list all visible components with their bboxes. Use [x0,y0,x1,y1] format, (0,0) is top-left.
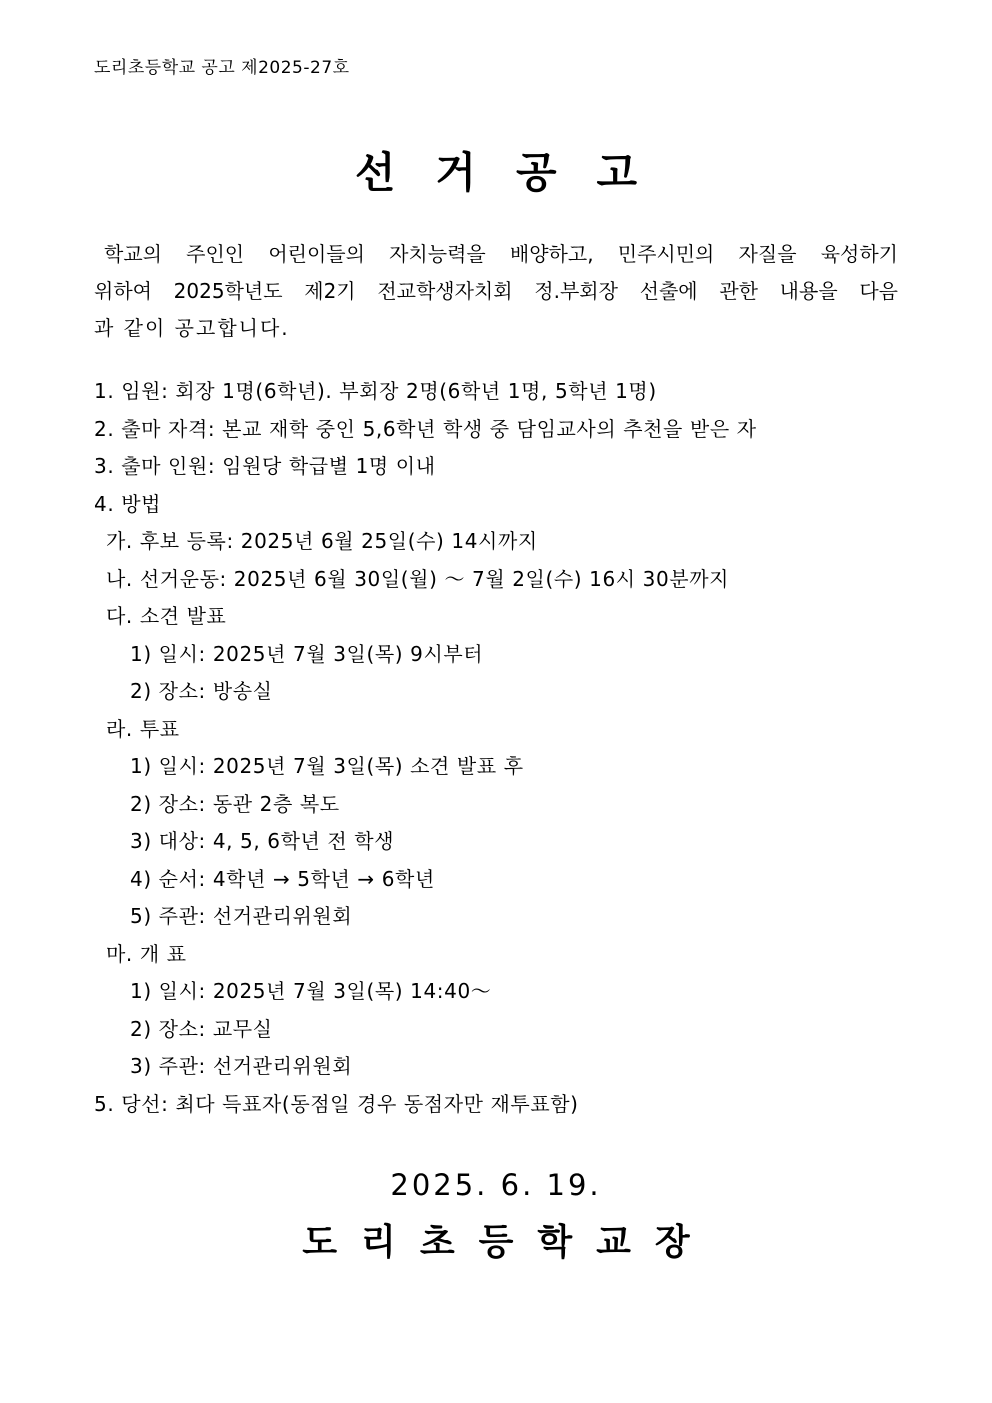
intro-line: 학교의 주인인 어린이들의 자치능력을 배양하고, 민주시민의 자질을 육성하기 [104,242,898,266]
detail-item: 3) 주관: 선거관리위원회 [130,1054,353,1078]
detail-item: 1) 일시: 2025년 7월 3일(목) 소견 발표 후 [130,754,524,778]
intro-line: 위하여 2025학년도 제2기 전교학생자치회 정.부회장 선출에 관한 내용을 다음 [94,279,898,303]
notice-date: 2025. 6. 19. [390,1168,602,1202]
section-item: 4. 방법 [94,491,162,516]
subsection-item: 라. 투표 [106,716,180,741]
detail-item: 2) 장소: 교무실 [130,1016,273,1041]
notice-number: 도리초등학교 공고 제2025-27호 [94,58,350,78]
section-item: 1. 임원: 회장 1명(6학년). 부회장 2명(6학년 1명, 5학년 1명) [94,379,657,403]
section-item: 3. 출마 인원: 임원당 학급별 1명 이내 [94,454,436,478]
subsection-item: 마. 개 표 [106,941,187,966]
subsection-item: 가. 후보 등록: 2025년 6월 25일(수) 14시까지 [106,529,538,553]
intro-line: 과 같이 공고합니다. [94,316,290,340]
detail-item: 2) 장소: 방송실 [130,679,273,703]
subsection-item: 나. 선거운동: 2025년 6월 30일(월) ～ 7월 2일(수) 16시 30분까지 [106,566,730,591]
detail-item: 5) 주관: 선거관리위원회 [130,904,353,928]
section-item: 5. 당선: 최다 득표자(동점일 경우 동점자만 재투표함) [94,1091,579,1116]
intro-paragraph [94,236,898,347]
detail-item: 1) 일시: 2025년 7월 3일(목) 9시부터 [130,641,484,666]
notice-items-list [94,373,914,1123]
detail-item: 2) 장소: 동관 2층 복도 [130,791,340,816]
document-title: 선거공고 [354,148,678,197]
section-item: 2. 출마 자격: 본교 재학 중인 5,6학년 학생 중 담임교사의 추천을 받은 자 [94,416,757,441]
issuer-signature: 도리초등학교장 [302,1222,714,1263]
detail-item: 4) 순서: 4학년 → 5학년 → 6학년 [130,866,435,891]
detail-item: 1) 일시: 2025년 7월 3일(목) 14:40～ [130,979,492,1003]
detail-item: 3) 대상: 4, 5, 6학년 전 학생 [130,829,395,853]
subsection-item: 다. 소견 발표 [106,604,227,628]
